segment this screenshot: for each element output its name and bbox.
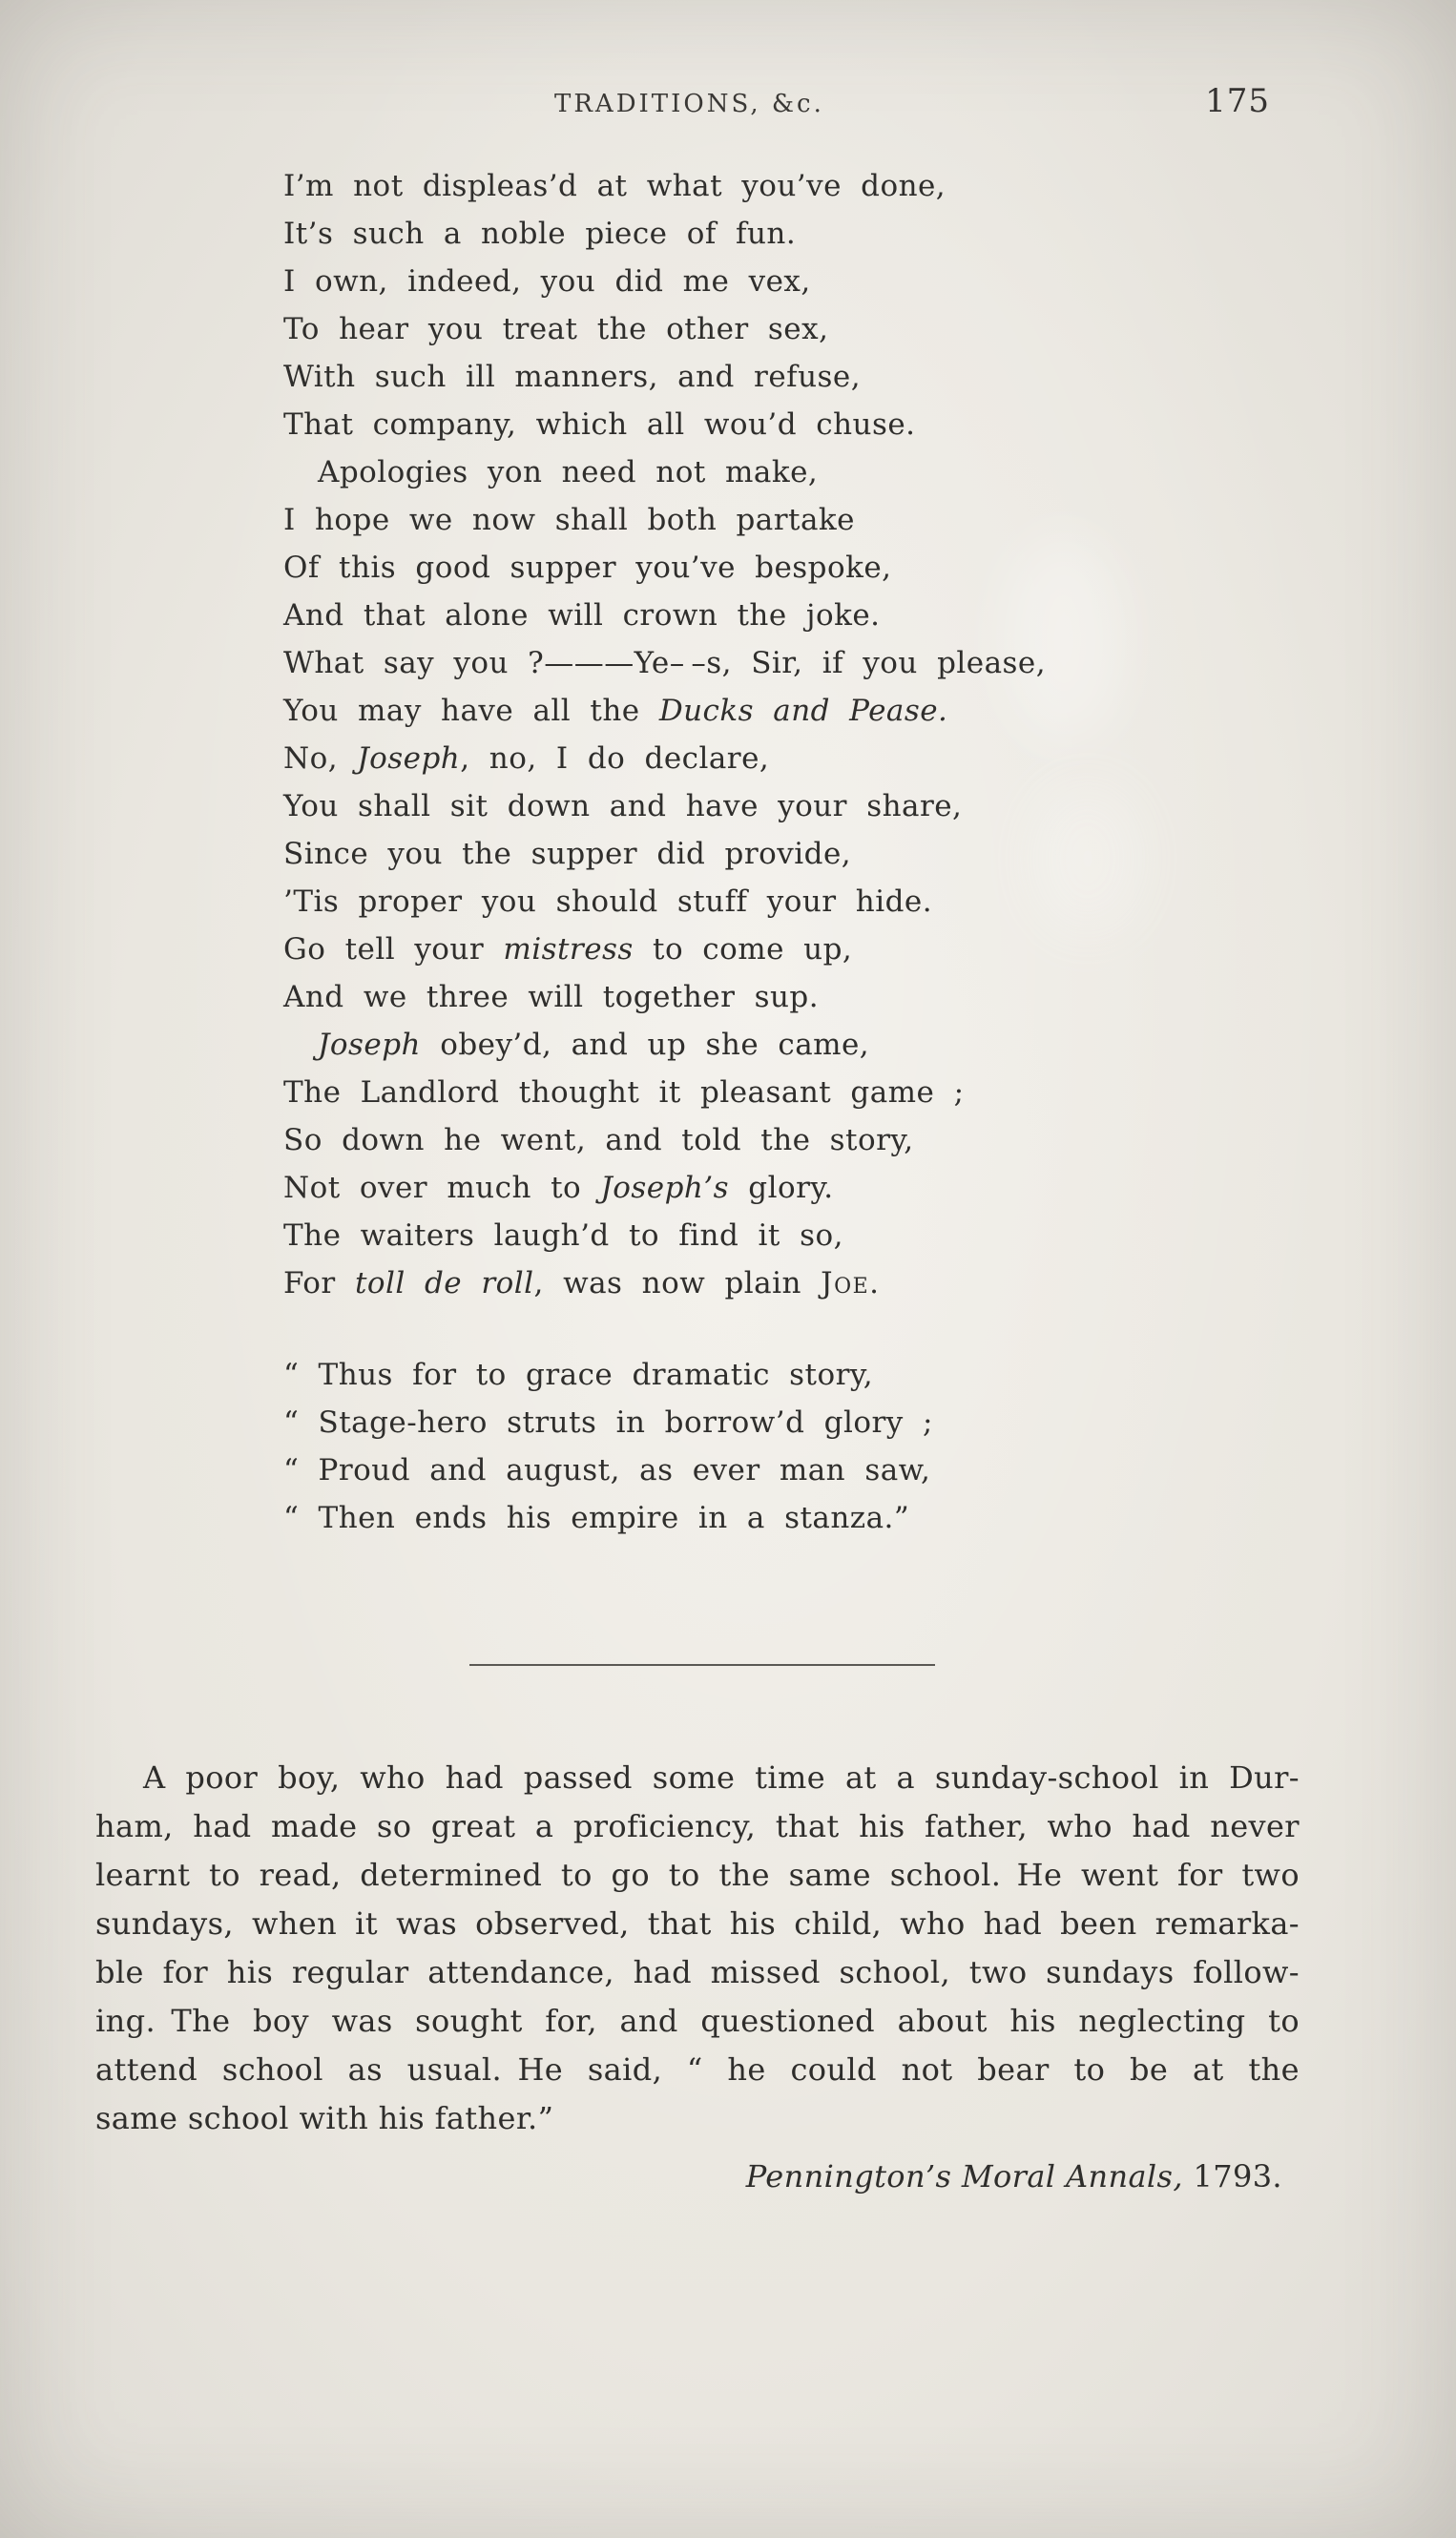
- prose-line: sundays, when it was observed, that his child, who had been remarka-: [95, 1905, 1300, 1942]
- poem-verse: [283, 162, 1046, 1307]
- text-segment: With such ill manners, and refuse,: [283, 360, 862, 394]
- text-segment: toll de roll: [354, 1266, 534, 1300]
- text-segment: ’Tis proper you should stuff your hide.: [283, 884, 933, 919]
- prose-line: ble for his regular attendance, had missed school, two sundays follow-: [95, 1954, 1300, 1990]
- page-number: 175: [1205, 82, 1270, 120]
- poem-line: [283, 830, 1046, 878]
- text-segment: You may have all the: [283, 694, 659, 728]
- page-header: [0, 82, 1456, 128]
- text-segment: What say you ?———Ye– –s, Sir, if you please,: [283, 646, 1047, 680]
- text-segment: Not over much to: [283, 1171, 601, 1205]
- section-divider-rule: [469, 1664, 935, 1666]
- poem-line: [283, 1164, 1046, 1212]
- poem-line: [283, 258, 1046, 305]
- poem-line: [283, 210, 1046, 258]
- poem-line: [283, 973, 1046, 1021]
- poem-line: [283, 592, 1046, 639]
- text-segment: That company, which all wou’d chuse.: [283, 407, 916, 442]
- poem-line: [283, 926, 1046, 973]
- running-title: TRADITIONS, &c.: [554, 90, 824, 118]
- paper-bleed-through: [1030, 782, 1145, 935]
- poem-line: [283, 353, 1046, 401]
- poem-line: [283, 1351, 1046, 1399]
- text-segment: You shall sit down and have your share,: [283, 789, 963, 823]
- poem-line: [283, 1116, 1046, 1164]
- prose-block: [95, 1754, 1300, 2201]
- poem-line: [283, 639, 1046, 687]
- text-segment: Joseph: [357, 741, 461, 776]
- text-segment: obey’d, and up she came,: [420, 1028, 870, 1062]
- text-segment: Joseph’s: [600, 1171, 730, 1205]
- text-segment: “ Thus for to grace dramatic story,: [283, 1358, 874, 1392]
- text-segment: I own, indeed, you did me vex,: [283, 264, 811, 299]
- text-segment: I’m not displeas’d at what you’ve done,: [283, 169, 946, 203]
- poem-line: [283, 401, 1046, 448]
- text-segment: “ Then ends his empire in a stanza.”: [283, 1501, 910, 1535]
- text-segment: For: [283, 1266, 355, 1300]
- poem-line: [283, 1259, 1046, 1307]
- prose-paragraph: [95, 1754, 1300, 2143]
- prose-line: learnt to read, determined to go to the same school. He went for two: [95, 1857, 1300, 1893]
- poem-block: [283, 162, 1046, 1542]
- text-segment: mistress: [503, 932, 634, 967]
- text-segment: Go tell your: [283, 932, 504, 967]
- text-segment: glory.: [729, 1171, 834, 1205]
- prose-line: same school with his father.”: [95, 2100, 554, 2136]
- prose-line: A poor boy, who had passed some time at a sunday-school in Dur-: [143, 1759, 1300, 1796]
- prose-line: ham, had made so great a proficiency, that his father, who had never: [95, 1808, 1300, 1844]
- text-segment: Joseph: [318, 1028, 421, 1062]
- text-segment: Of this good supper you’ve bespoke,: [283, 551, 892, 585]
- poem-line: [283, 1446, 1046, 1494]
- text-segment: Pennington’s Moral Annals,: [745, 2158, 1183, 2195]
- text-segment: It’s such a noble piece of fun.: [283, 217, 797, 251]
- text-segment: , no, I do declare,: [460, 741, 770, 776]
- text-segment: To hear you treat the other sex,: [283, 312, 829, 346]
- text-segment: to come up,: [633, 932, 853, 967]
- text-segment: Apologies yon need not make,: [318, 455, 819, 489]
- text-segment: “ Proud and august, as ever man saw,: [283, 1453, 931, 1487]
- prose-line: ing. The boy was sought for, and questioned about his neglecting to: [95, 2003, 1300, 2039]
- text-segment: Joe: [821, 1266, 870, 1300]
- poem-line: [283, 1212, 1046, 1259]
- text-segment: , was now plain: [533, 1266, 822, 1300]
- attribution: [95, 2153, 1300, 2201]
- text-segment: The Landlord thought it pleasant game ;: [283, 1075, 965, 1110]
- poem-line: [283, 782, 1046, 830]
- poem-line: [283, 305, 1046, 353]
- poem-quatrain: [283, 1351, 1046, 1542]
- poem-line: [283, 1494, 1046, 1542]
- poem-line: [283, 544, 1046, 592]
- poem-line: [283, 1069, 1046, 1116]
- prose-line: attend school as usual. He said, “ he could not bear to be at the: [95, 2051, 1300, 2088]
- poem-line: [283, 1399, 1046, 1446]
- text-segment: Since you the supper did provide,: [283, 837, 852, 871]
- poem-line: [283, 448, 1046, 496]
- poem-line: [283, 162, 1046, 210]
- text-segment: So down he went, and told the story,: [283, 1123, 914, 1157]
- poem-line: [283, 1021, 1046, 1069]
- text-segment: .: [869, 1266, 880, 1300]
- poem-line: [283, 735, 1046, 782]
- poem-line: [283, 878, 1046, 926]
- text-segment: And we three will together sup.: [283, 980, 820, 1014]
- text-segment: “ Stage-hero struts in borrow’d glory ;: [283, 1405, 933, 1440]
- text-segment: Ducks and Pease.: [658, 694, 948, 728]
- text-segment: No,: [283, 741, 358, 776]
- poem-line: [283, 687, 1046, 735]
- text-segment: The waiters laugh’d to find it so,: [283, 1218, 843, 1253]
- text-segment: And that alone will crown the joke.: [283, 598, 881, 633]
- text-segment: I hope we now shall both partake: [283, 503, 855, 537]
- text-segment: 1793.: [1182, 2158, 1282, 2195]
- poem-line: [283, 496, 1046, 544]
